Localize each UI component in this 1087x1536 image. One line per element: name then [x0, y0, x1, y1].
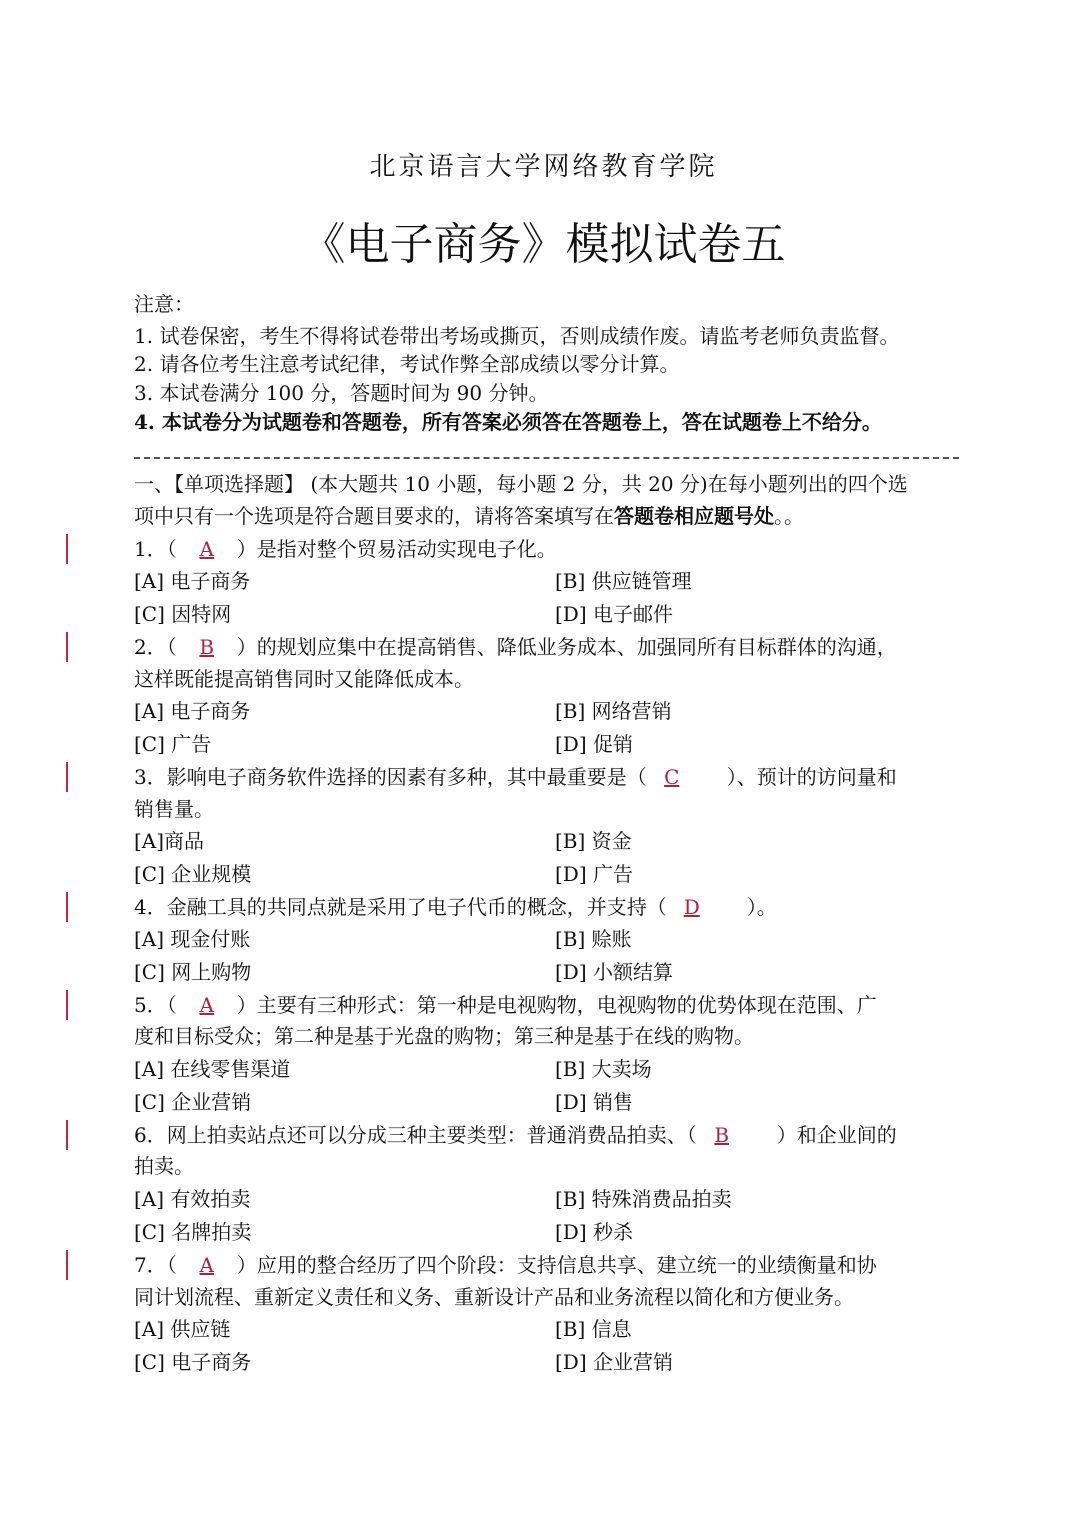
- revision-mark: [66, 1250, 68, 1280]
- question-6-continued: 拍卖。: [134, 1154, 194, 1178]
- answer-mark: A: [199, 993, 214, 1017]
- option-d: [D] 促销: [555, 732, 633, 756]
- question-text: 7．（: [134, 1253, 177, 1277]
- answer-mark: D: [683, 895, 700, 919]
- question-text: 2．（: [134, 635, 177, 659]
- question-text: 1．（: [134, 537, 177, 561]
- option-c: [C] 电子商务: [134, 1350, 252, 1374]
- revision-mark: [66, 762, 68, 792]
- question-text: 4．金融工具的共同点就是采用了电子代币的概念，并支持（: [134, 895, 667, 919]
- section-instructions-text: 项中只有一个选项是符合题目要求的，请将答案填写在: [134, 504, 614, 528]
- option-d: [D] 秒杀: [555, 1220, 633, 1244]
- question-6: [134, 1121, 897, 1149]
- section-instructions: [134, 502, 804, 530]
- question-text: 3．影响电子商务软件选择的因素有多种，其中最重要是（: [134, 765, 647, 789]
- question-5-continued: 度和目标受众；第二种是基于光盘的购物；第三种是基于在线的购物。: [134, 1024, 754, 1048]
- question-text: ）。: [746, 895, 777, 919]
- option-b: [B] 特殊消费品拍卖: [555, 1187, 732, 1211]
- revision-mark: [66, 632, 68, 662]
- notice-label: 注意：: [134, 292, 194, 316]
- option-a: [A] 现金付账: [134, 927, 251, 951]
- answer-mark: B: [714, 1123, 730, 1147]
- option-c: [C] 企业营销: [134, 1090, 252, 1114]
- option-d: [D] 销售: [555, 1090, 633, 1114]
- question-text: ）的规划应集中在提高销售、降低业务成本、加强同所有目标群体的沟通，: [236, 635, 897, 659]
- question-5: [134, 991, 877, 1019]
- option-a: [A] 有效拍卖: [134, 1187, 251, 1211]
- option-a: [A] 供应链: [134, 1317, 231, 1341]
- question-7-continued: 同计划流程、重新定义责任和义务、重新设计产品和业务流程以简化和方便业务。: [134, 1285, 854, 1309]
- question-1: [134, 535, 557, 563]
- option-a: [A]商品: [134, 829, 205, 853]
- answer-mark: B: [199, 635, 215, 659]
- option-b: [B] 大卖场: [555, 1057, 652, 1081]
- option-d: [D] 广告: [555, 862, 633, 886]
- question-text: 5．（: [134, 993, 177, 1017]
- section-instructions-bold: 答题卷相应题号处: [614, 504, 774, 528]
- school-name: 北京语言大学网络教育学院: [369, 152, 718, 182]
- question-text: ）主要有三种形式：第一种是电视购物，电视购物的优势体现在范围、广: [236, 993, 877, 1017]
- option-c: [C] 网上购物: [134, 960, 252, 984]
- option-b: [B] 供应链管理: [555, 569, 692, 593]
- option-a: [A] 在线零售渠道: [134, 1057, 291, 1081]
- question-3: [134, 763, 897, 791]
- question-text: ）、预计的访问量和: [726, 765, 897, 789]
- option-d: [D] 小额结算: [555, 960, 673, 984]
- revision-mark: [66, 534, 68, 564]
- question-2: [134, 633, 897, 661]
- option-b: [B] 赊账: [555, 927, 632, 951]
- notice-item-2: 2. 请各位考生注意考试纪律，考试作弊全部成绩以零分计算。: [134, 352, 680, 376]
- option-b: [B] 信息: [555, 1317, 632, 1341]
- question-2-continued: 这样既能提高销售同时又能降低成本。: [134, 667, 474, 691]
- notice-item-4: 4. 本试卷分为试题卷和答题卷，所有答案必须答在答题卷上，答在试题卷上不给分。: [134, 410, 882, 434]
- dashed-divider: [134, 457, 959, 459]
- option-a: [A] 电子商务: [134, 699, 251, 723]
- revision-mark: [66, 990, 68, 1020]
- option-c: [C] 企业规模: [134, 862, 252, 886]
- section-heading: 一、【单项选择题】 (本大题共 10 小题，每小题 2 分，共 20 分)在每小题列出的四个选: [134, 472, 908, 496]
- option-a: [A] 电子商务: [134, 569, 251, 593]
- notice-item-1: 1. 试卷保密，考生不得将试卷带出考场或撕页，否则成绩作废。请监考老师负责监督。: [134, 324, 900, 348]
- option-c: [C] 广告: [134, 732, 212, 756]
- answer-mark: A: [199, 1253, 214, 1277]
- question-4: [134, 893, 777, 921]
- notice-item-3: 3. 本试卷满分 100 分，答题时间为 90 分钟。: [134, 381, 549, 405]
- question-text: ）和企业间的: [776, 1123, 897, 1147]
- question-text: ）应用的整合经历了四个阶段：支持信息共享、建立统一的业绩衡量和协: [236, 1253, 877, 1277]
- exam-title: 《电子商务》模拟试卷五: [301, 219, 786, 270]
- revision-mark: [66, 892, 68, 922]
- question-7: [134, 1251, 877, 1279]
- option-c: [C] 因特网: [134, 602, 232, 626]
- question-text: 6．网上拍卖站点还可以分成三种主要类型：普通消费品拍卖、（: [134, 1123, 697, 1147]
- answer-mark: A: [199, 537, 214, 561]
- question-3-continued: 销售量。: [134, 797, 214, 821]
- revision-mark: [66, 1120, 68, 1150]
- option-c: [C] 名牌拍卖: [134, 1220, 252, 1244]
- option-d: [D] 企业营销: [555, 1350, 673, 1374]
- answer-mark: C: [664, 765, 680, 789]
- option-b: [B] 资金: [555, 829, 632, 853]
- option-d: [D] 电子邮件: [555, 602, 673, 626]
- option-b: [B] 网络营销: [555, 699, 672, 723]
- question-text: ）是指对整个贸易活动实现电子化。: [236, 537, 557, 561]
- section-instructions-suffix: 。。: [774, 504, 804, 528]
